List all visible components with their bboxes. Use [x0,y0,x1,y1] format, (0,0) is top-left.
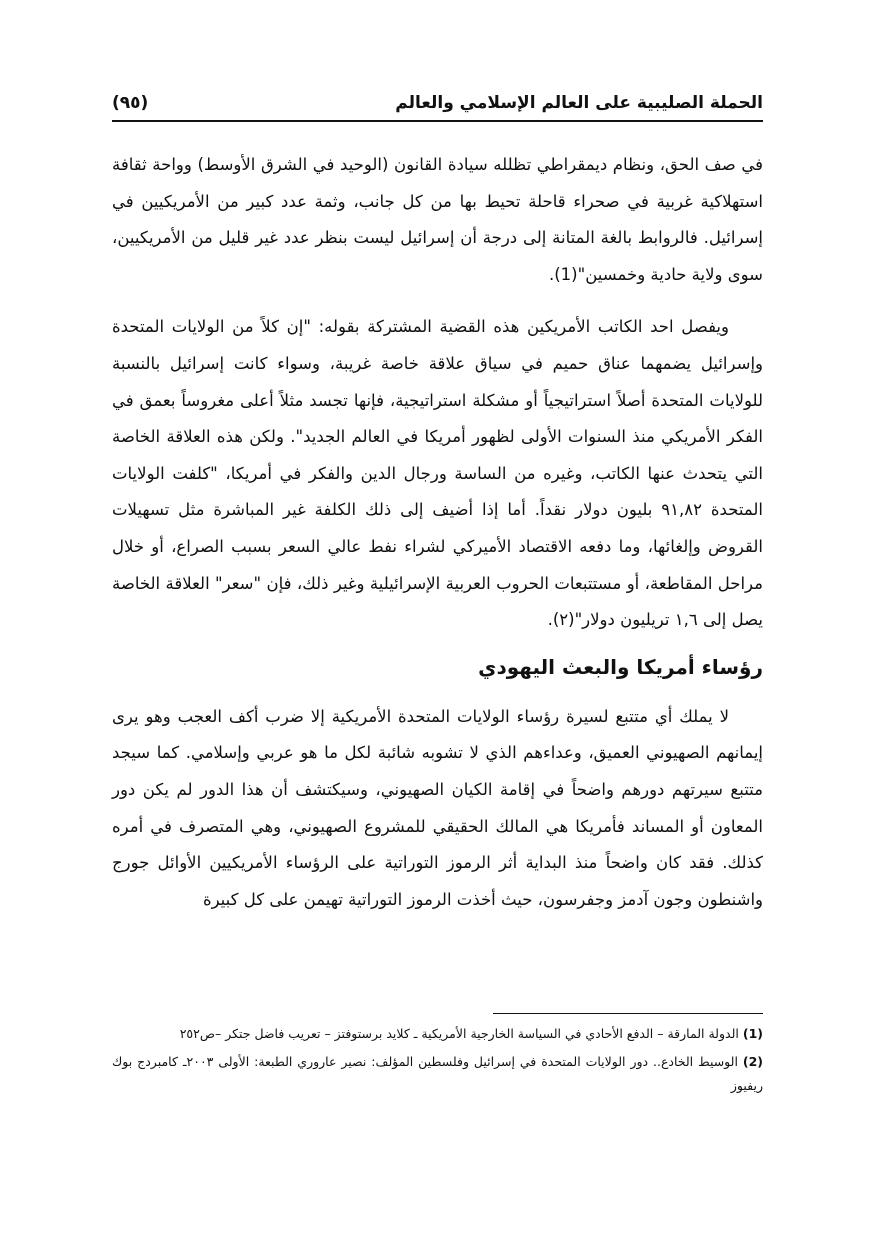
paragraph-3: لا يملك أي متتبع لسيرة رؤساء الولايات المتحدة الأمريكية إلا ضرب أكف العجب وهو يرى إيمانهم الصهيوني العميق، وعداءهم الذي لا تشوبه شائبة لكل ما هو عربي وإسلامي. كما سيجد متتبع سيرتهم دورهم واضحاً في إقامة الكيان الصهيوني، وسيكتشف أن هذا الدور لم يكن دور المعاون أو المساند فأمريكا هي المالك الحقيقي للمشروع الصهيوني، وهي المتصرف في أمره كذلك. فقد كان واضحاً منذ البداية أثر الرموز التوراتية على الرؤساء الأمريكيين الأوائل جورج واشنطون وجون آدمز وجفرسون، حيث أخذت الرموز التوراتية تهيمن على كل كبيرة [112,706,763,909]
main-text [112,147,763,918]
footnote-divider [493,1013,763,1014]
page-number: (٩٥) [112,93,149,113]
footnote-mark: (2) [742,1054,764,1069]
running-title: الحملة الصليبية على العالم الإسلامي والعالم [395,93,763,113]
paragraph-1: في صف الحق، ونظام ديمقراطي تظلله سيادة القانون (الوحيد في الشرق الأوسط) وواحة ثقافة استهلاكية غربية في صحراء قاحلة تحيط بها من كل جانب، وثمة عدد كبير من الأمريكيين في إسرائيل. فالروابط بالغة المتانة إلى درجة أن إسرائيل ليست بنظر عدد غير قليل من الأمريكيين، سوى ولاية حادية وخمسين"(1). [112,155,763,284]
footnote-2 [112,1050,763,1098]
paragraph-2: ويفصل احد الكاتب الأمريكين هذه القضية المشتركة بقوله: "إن كلاً من الولايات المتحدة وإسرائيل يضمهما عناق حميم في سياق علاقة خاصة غريبة، وسواء كانت إسرائيل بالنسبة للولايات المتحدة أصلاً استراتيجياً أو مشكلة استراتيجية، فإنها تجسد مثلاً أعلى مغروساً بعمق في الفكر الأمريكي منذ السنوات الأولى لظهور أمريكا في العالم الجديد". ولكن هذه العلاقة الخاصة التي يتحدث عنها الكاتب، وغيره من الساسة ورجال الدين والفكر في أمريكا، "كلفت الولايات المتحدة ٩١,٨٢ بليون دولار نقداً. أما إذا أضيف إلى ذلك الكلفة غير المباشرة مثل تسهيلات القروض وإلغائها، وما دفعه الاقتصاد الأميركي لشراء نفط عالي السعر بسبب الصراع، أو خلال مراحل المقاطعة، أو مستتبعات الحروب العربية الإسرائيلية وغير ذلك، فإن "سعر" العلاقة الخاصة يصل إلى ١,٦ تريليون دولار"(٢). [112,317,763,630]
footnotes [112,1022,763,1102]
footnote-1 [112,1022,763,1046]
footnote-text: الوسيط الخادع.. دور الولايات المتحدة في إسرائيل وفلسطين المؤلف: نصير عاروري الطبعة: الأولى ٢٠٠٣ـ كامبردج بوك ريفيوز [112,1054,763,1093]
footnote-mark: (1) [742,1026,763,1041]
section-heading: رؤساء أمريكا والبعث اليهودي [478,654,763,679]
running-header [112,86,763,122]
footnote-text: الدولة المارقة – الدفع الأحادي في السياسة الخارجية الأمريكية ـ كلايد برستوفتز – تعريب فاضل جتكر –ص٢٥٢ [179,1026,739,1041]
